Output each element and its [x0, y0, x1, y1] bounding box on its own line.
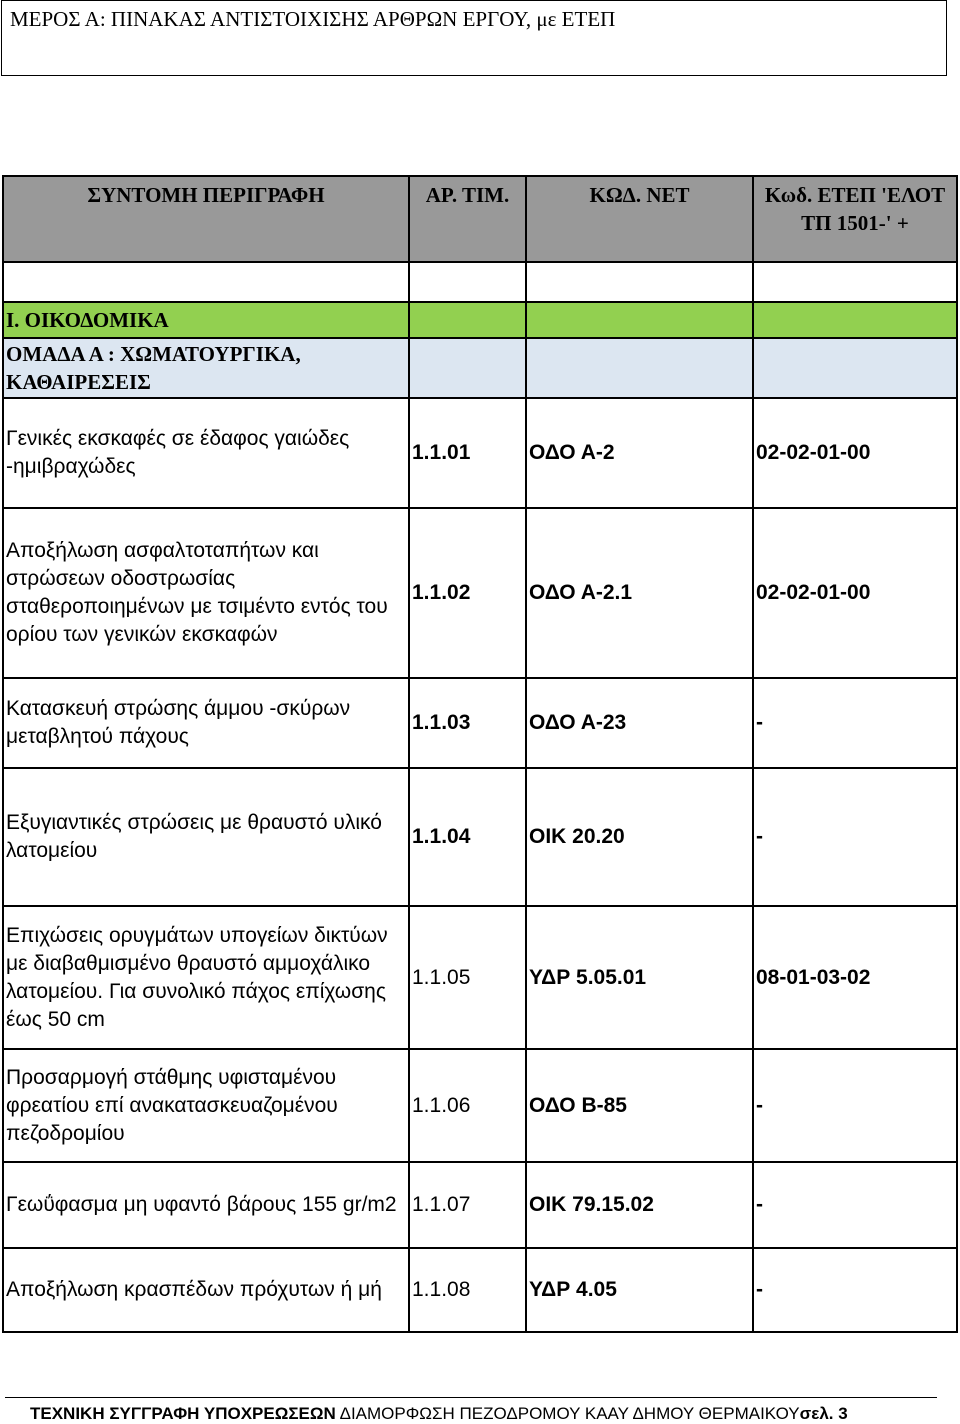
footer-page: σελ. 3: [799, 1404, 848, 1423]
item-net-code: ΟΙΚ 20.20: [526, 768, 753, 906]
item-article-number: 1.1.04: [409, 768, 526, 906]
table-row: [3, 768, 957, 906]
section-title: Ι. ΟΙΚΟΔΟΜΙΚΑ: [3, 302, 409, 338]
footer-project: ΔΙΑΜΟΡΦΩΣΗ ΠΕΖΟΔΡΟΜΟΥ ΚΑΑΥ ΔΗΜΟΥ ΘΕΡΜΑΙΚΟΥ: [335, 1404, 800, 1423]
empty-row: [3, 262, 957, 302]
group-title: ΟΜΑΔΑ Α : ΧΩΜΑΤΟΥΡΓΙΚΑ, ΚΑΘΑΙΡΕΣΕΙΣ: [3, 338, 409, 398]
item-article-number: 1.1.05: [409, 906, 526, 1049]
item-net-code: ΟΔΟ Α-2.1: [526, 508, 753, 678]
header-net-code: ΚΩΔ. ΝΕΤ: [526, 176, 753, 262]
item-net-code: ΟΙΚ 79.15.02: [526, 1162, 753, 1248]
item-article-number: 1.1.02: [409, 508, 526, 678]
table-row: [3, 1049, 957, 1162]
header-etep-code: Κωδ. ΕΤΕΠ 'ΕΛΟΤ ΤΠ 1501-' +: [753, 176, 957, 262]
item-etep-code: 02-02-01-00: [753, 398, 957, 508]
group-row: [3, 338, 957, 398]
item-article-number: 1.1.07: [409, 1162, 526, 1248]
articles-table: [2, 175, 958, 1333]
table-row: [3, 1248, 957, 1332]
item-net-code: ΟΔΟ Α-2: [526, 398, 753, 508]
item-etep-code: -: [753, 768, 957, 906]
section-row: [3, 302, 957, 338]
item-article-number: 1.1.06: [409, 1049, 526, 1162]
item-net-code: ΟΔΟ Β-85: [526, 1049, 753, 1162]
header-article-number: ΑΡ. ΤΙΜ.: [409, 176, 526, 262]
item-etep-code: -: [753, 1248, 957, 1332]
table-row: [3, 1162, 957, 1248]
title-box: [1, 0, 947, 76]
item-net-code: ΥΔΡ 4.05: [526, 1248, 753, 1332]
item-description: Κατασκευή στρώσης άμμου -σκύρων μεταβλητού πάχους: [3, 678, 409, 768]
footer-divider: [5, 1397, 937, 1398]
page-title: ΜΕΡΟΣ Α: ΠΙΝΑΚΑΣ ΑΝΤΙΣΤΟΙΧΙΣΗΣ ΑΡΘΡΩΝ ΕΡΓΟΥ, με ΕΤΕΠ: [10, 7, 616, 31]
item-article-number: 1.1.03: [409, 678, 526, 768]
header-description: ΣΥΝΤΟΜΗ ΠΕΡΙΓΡΑΦΗ: [3, 176, 409, 262]
item-description: Αποξήλωση κρασπέδων πρόχυτων ή μή: [3, 1248, 409, 1332]
table-header: [3, 176, 957, 262]
item-net-code: ΥΔΡ 5.05.01: [526, 906, 753, 1049]
item-etep-code: -: [753, 1049, 957, 1162]
item-description: Επιχώσεις ορυγμάτων υπογείων δικτύων με διαβαθμισμένο θραυστό αμμοχάλικο λατομείου. Για συνολικό πάχος επίχωσης έως 50 cm: [3, 906, 409, 1049]
table-row: [3, 508, 957, 678]
item-article-number: 1.1.01: [409, 398, 526, 508]
table-row: [3, 678, 957, 768]
item-etep-code: -: [753, 678, 957, 768]
footer: [30, 1404, 848, 1424]
footer-doc-type: ΤΕΧΝΙΚΗ ΣΥΓΓΡΑΦΗ ΥΠΟΧΡΕΩΣΕΩΝ: [30, 1404, 336, 1423]
item-etep-code: 02-02-01-00: [753, 508, 957, 678]
table-row: [3, 398, 957, 508]
item-description: Αποξήλωση ασφαλτοταπήτων και στρώσεων οδοστρωσίας σταθεροποιημένων με τσιμέντο εντός του ορίου των γενικών εκσκαφών: [3, 508, 409, 678]
item-description: Εξυγιαντικές στρώσεις με θραυστό υλικό λατομείου: [3, 768, 409, 906]
item-etep-code: -: [753, 1162, 957, 1248]
item-description: Προσαρμογή στάθμης υφισταμένου φρεατίου επί ανακατασκευαζομένου πεζοδρομίου: [3, 1049, 409, 1162]
item-description: Γεωΰφασμα μη υφαντό βάρους 155 gr/m2: [3, 1162, 409, 1248]
table-row: [3, 906, 957, 1049]
item-etep-code: 08-01-03-02: [753, 906, 957, 1049]
item-description: Γενικές εκσκαφές σε έδαφος γαιώδες -ημιβραχώδες: [3, 398, 409, 508]
item-article-number: 1.1.08: [409, 1248, 526, 1332]
item-net-code: ΟΔΟ Α-23: [526, 678, 753, 768]
